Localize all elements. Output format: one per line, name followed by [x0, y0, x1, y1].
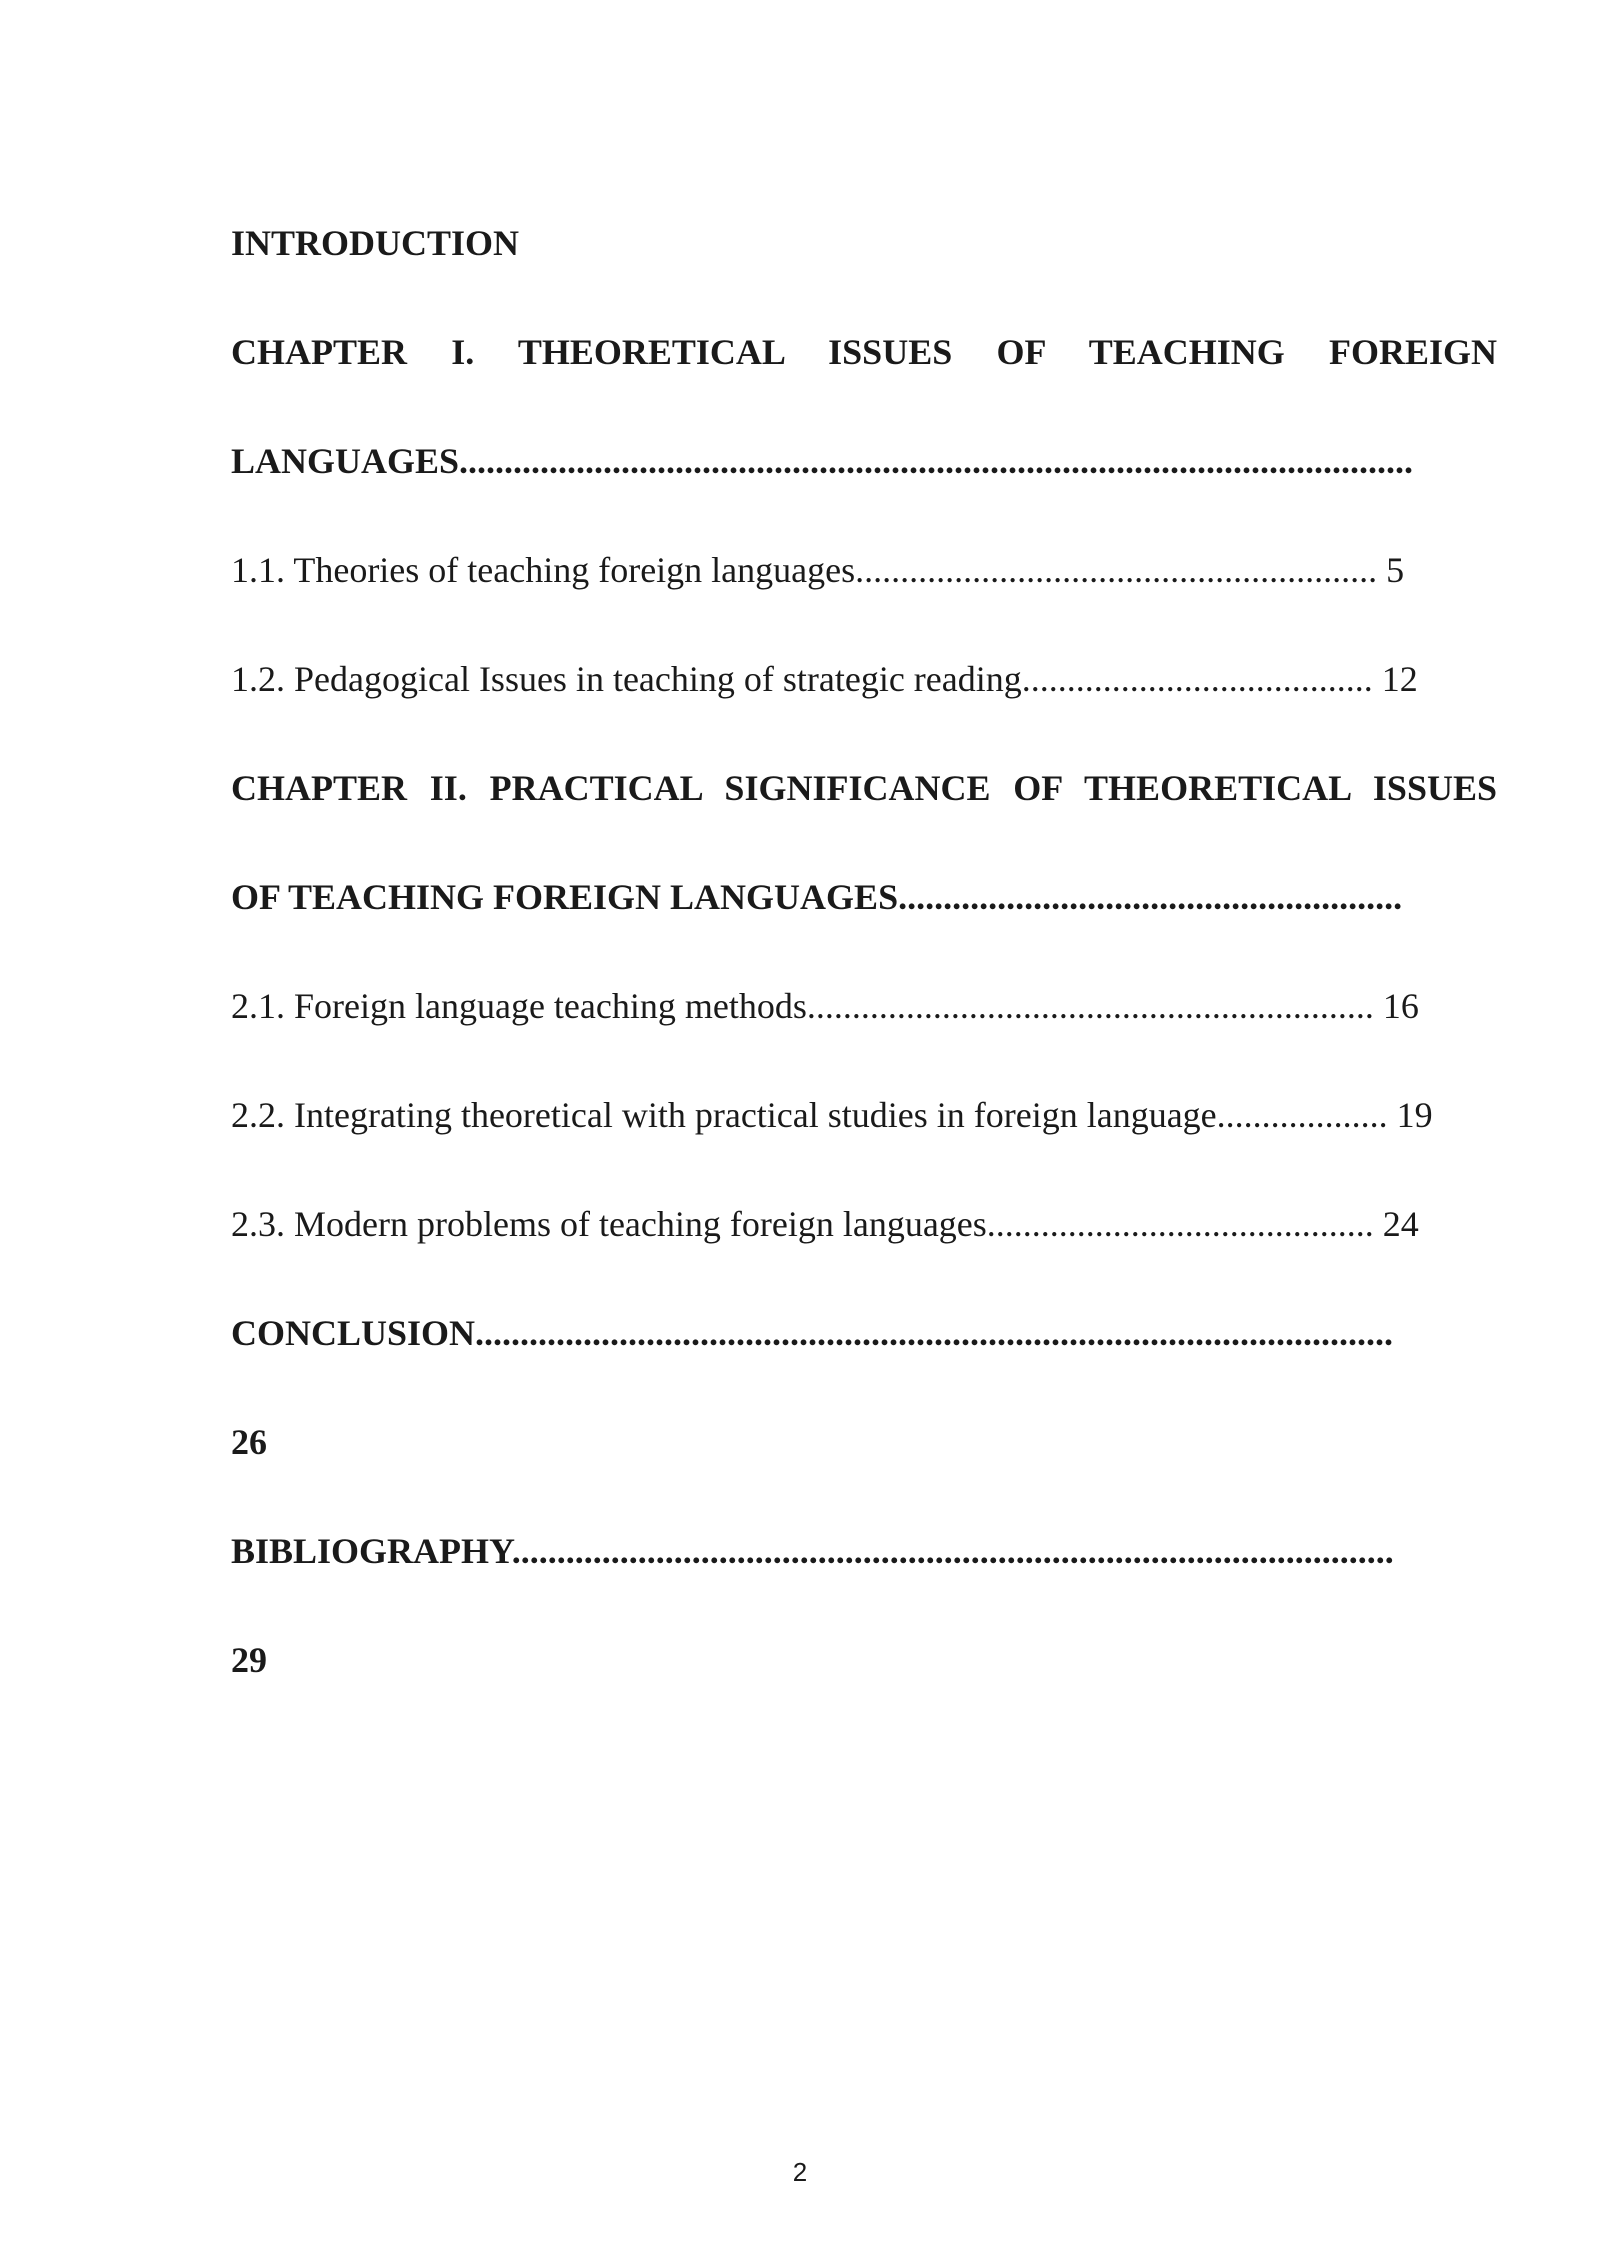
toc-section-2-2: 2.2. Integrating theoretical with practical studies in foreign language................... 19	[231, 1095, 1433, 1135]
page-number: 2	[792, 2157, 808, 2187]
toc-chapter-2-title-continued: OF TEACHING FOREIGN LANGUAGES........................................................	[231, 877, 1403, 917]
toc-chapter-2-title: CHAPTER II. PRACTICAL SIGNIFICANCE OF THEORETICAL ISSUES	[231, 768, 1497, 808]
toc-bibliography: BIBLIOGRAPHY..................................................................................................	[231, 1531, 1394, 1571]
toc-section-2-3: 2.3. Modern problems of teaching foreign languages........................................... 24	[231, 1204, 1419, 1244]
toc-chapter-1-title: CHAPTER I. THEORETICAL ISSUES OF TEACHING FOREIGN	[231, 332, 1497, 372]
toc-conclusion-page: 26	[231, 1422, 267, 1462]
toc-chapter-1-title-continued: LANGUAGES..........................................................................................................	[231, 441, 1414, 481]
toc-introduction: INTRODUCTION	[231, 223, 520, 263]
toc-bibliography-page: 29	[231, 1640, 267, 1680]
toc-section-1-1: 1.1. Theories of teaching foreign languages.......................................................... 5	[231, 550, 1405, 590]
toc-section-1-2: 1.2. Pedagogical Issues in teaching of strategic reading....................................... 12	[231, 659, 1418, 699]
toc-section-2-1: 2.1. Foreign language teaching methods............................................................... 16	[231, 986, 1419, 1026]
toc-conclusion: CONCLUSION......................................................................................................	[231, 1313, 1394, 1353]
